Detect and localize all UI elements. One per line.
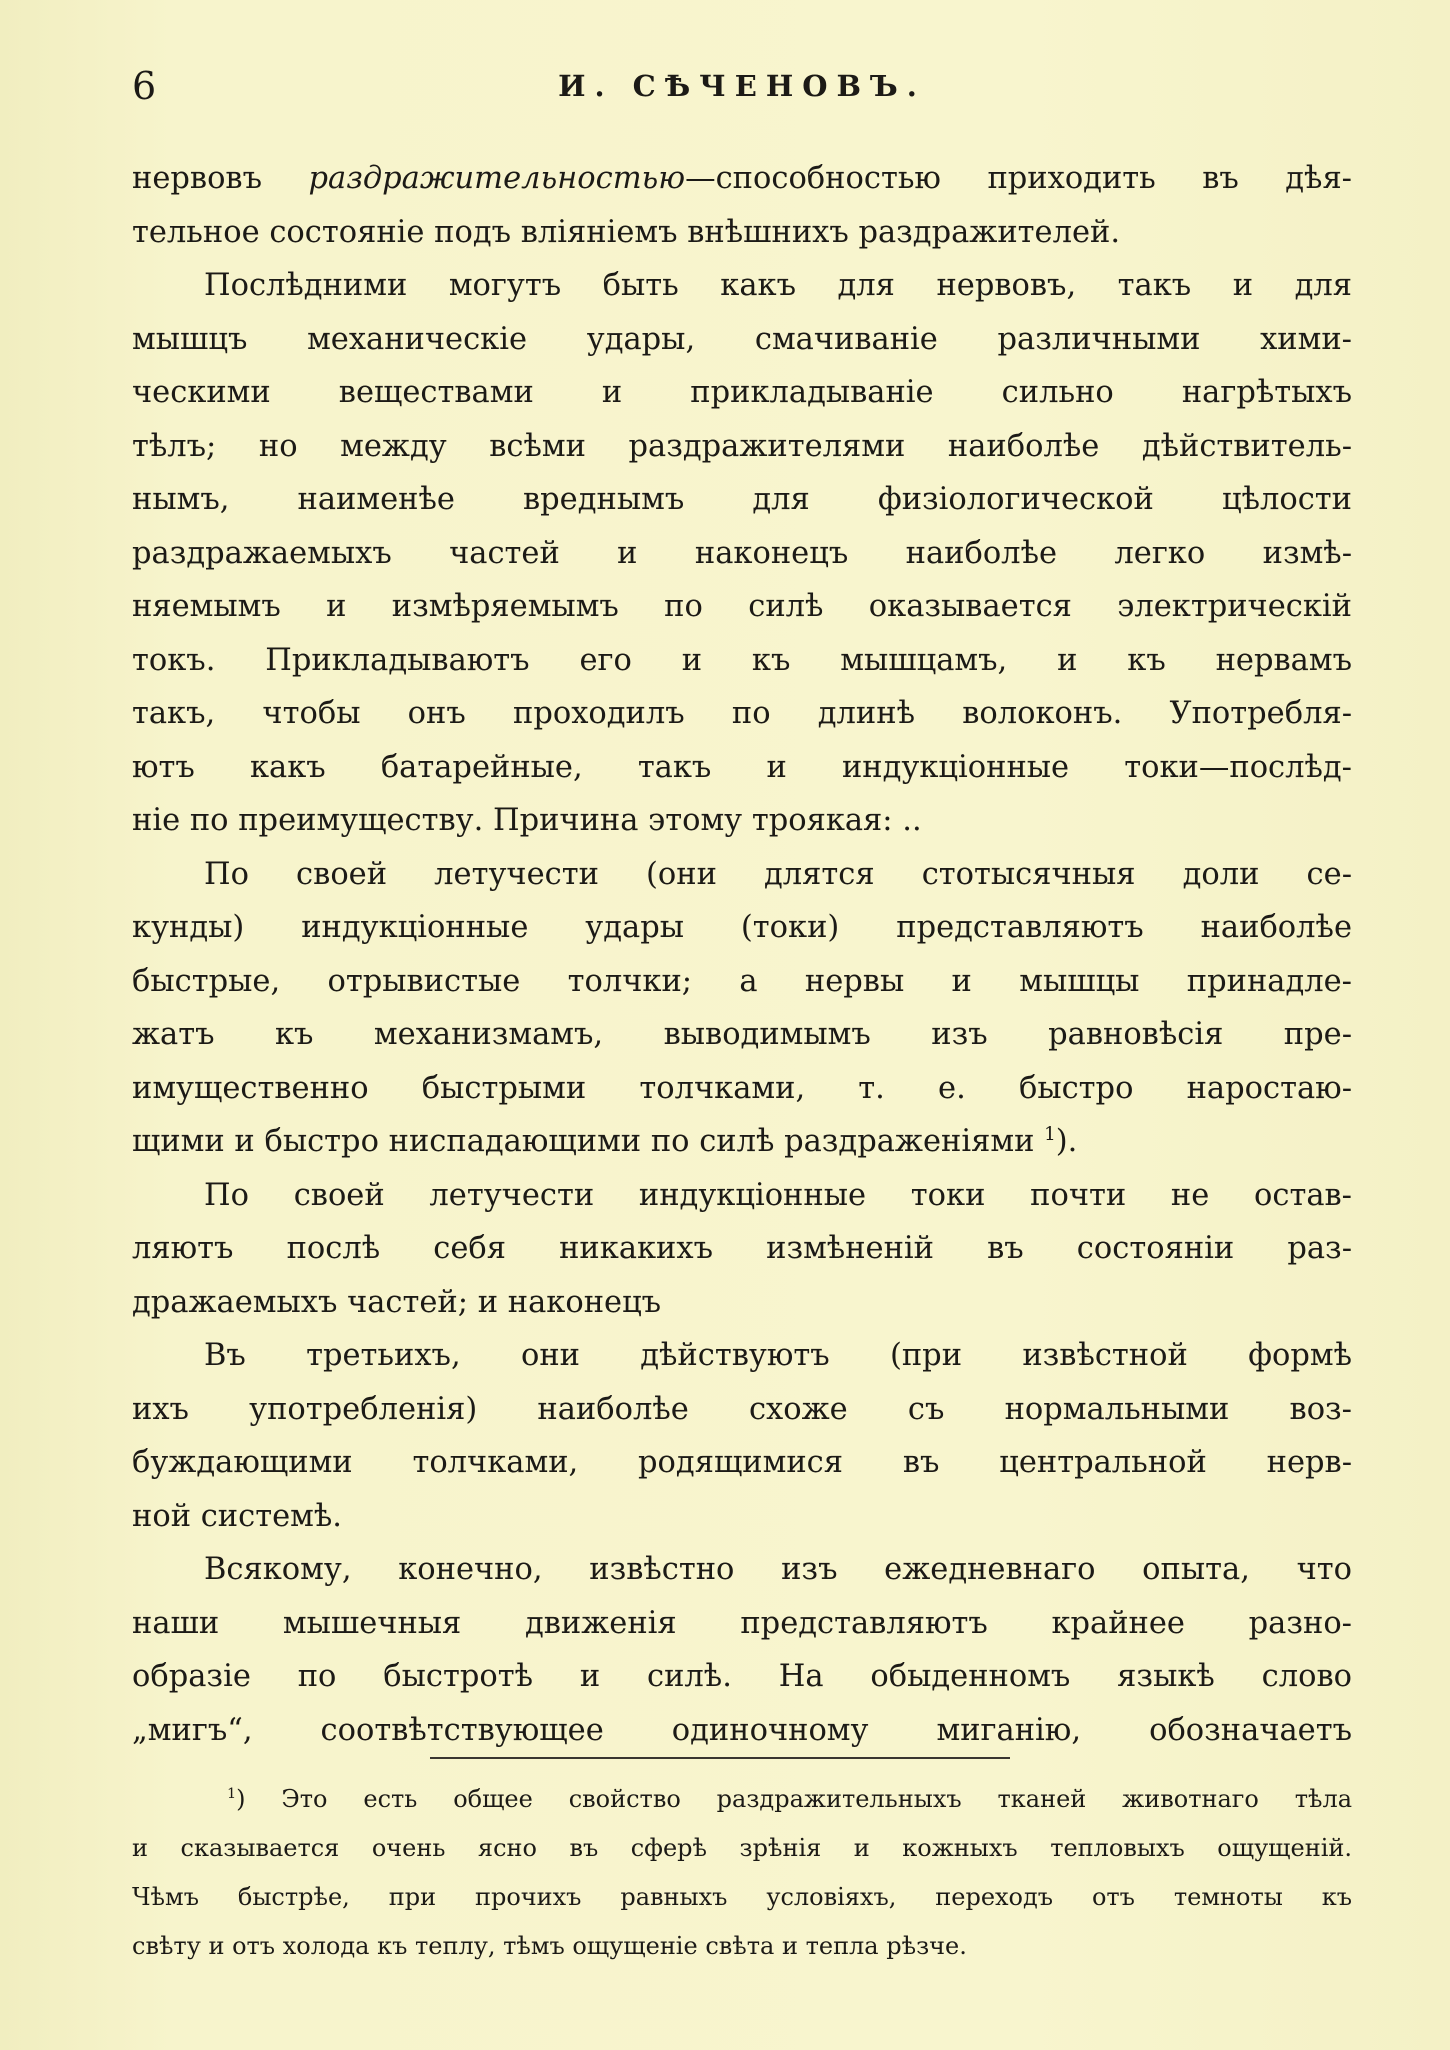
main-text xyxy=(132,152,1352,1757)
text-run: По своей летучести (они длятся стотысячныя доли се- xyxy=(204,856,1352,892)
text-run: быстрые, отрывистые толчки; а нервы и мышцы принадле- xyxy=(132,963,1352,999)
text-run: кунды) индукціонные удары (токи) представляютъ наиболѣе xyxy=(132,910,1352,945)
text-run: мышцъ механическіе удары, смачиваніе различными хими- xyxy=(132,321,1352,357)
text-line xyxy=(132,152,1352,206)
text-line xyxy=(132,366,1352,420)
text-line xyxy=(132,687,1352,741)
text-line xyxy=(132,1008,1352,1062)
text-run: тѣлъ; но между всѣми раздражителями наиболѣе дѣйствитель- xyxy=(132,428,1352,464)
text-line xyxy=(132,1329,1352,1383)
text-run: наши мышечныя движенія представляютъ крайнее разно- xyxy=(132,1605,1352,1641)
text-run: буждающими толчками, родящимися въ центральной нерв- xyxy=(132,1445,1352,1480)
text-line xyxy=(132,1650,1352,1704)
text-line xyxy=(132,741,1352,795)
text-line xyxy=(132,259,1352,313)
footnote-divider xyxy=(430,1757,1010,1759)
text-line xyxy=(132,901,1352,955)
text-run: свѣту и отъ холода къ теплу, тѣмъ ощущеніе свѣта и тепла рѣзче. xyxy=(132,1932,967,1960)
text-run: ) Это есть общее свойство раздражительныхъ тканей животнаго тѣла xyxy=(236,1785,1352,1813)
footnote xyxy=(132,1775,1352,1971)
text-run: Всякому, конечно, извѣстно изъ ежедневнаго опыта, что xyxy=(204,1552,1352,1587)
text-run: —способностью приходить въ дѣя- xyxy=(685,161,1352,196)
text-line xyxy=(132,1276,1352,1330)
footnote-marker: 1 xyxy=(1044,1123,1056,1145)
text-line xyxy=(132,1490,1352,1544)
text-line xyxy=(132,1115,1352,1169)
text-run: ихъ употребленія) наиболѣе схоже съ нормальными воз- xyxy=(132,1391,1352,1427)
text-line xyxy=(132,794,1352,848)
text-run: По своей летучести индукціонные токи почти не остав- xyxy=(204,1177,1352,1213)
text-run: Чѣмъ быстрѣе, при прочихъ равныхъ условіяхъ, переходъ отъ темноты къ xyxy=(132,1883,1352,1911)
text-line xyxy=(132,1383,1352,1437)
text-line xyxy=(132,1704,1352,1758)
text-run: образіе по быстротѣ и силѣ. На обыденномъ языкѣ слово xyxy=(132,1659,1352,1694)
text-run: ческими веществами и прикладываніе сильно нагрѣтыхъ xyxy=(132,375,1352,410)
text-run: имущественно быстрыми толчками, т. е. быстро наростаю- xyxy=(132,1070,1352,1106)
text-run: раздражаемыхъ частей и наконецъ наиболѣе легко измѣ- xyxy=(132,535,1352,571)
page-number: 6 xyxy=(132,64,157,108)
text-run: ной системѣ. xyxy=(132,1498,342,1534)
text-line xyxy=(132,1169,1352,1223)
text-run: и сказывается очень ясно въ сферѣ зрѣнія и кожныхъ тепловыхъ ощущеній. xyxy=(132,1834,1352,1862)
text-run: тельное состояніе подъ вліяніемъ внѣшнихъ раздражителей. xyxy=(132,214,1121,250)
emphasized-term: раздражительностью xyxy=(308,161,686,196)
footnote-line xyxy=(132,1873,1352,1922)
text-run: ). xyxy=(1055,1124,1078,1159)
text-run: дражаемыхъ частей; и наконецъ xyxy=(132,1284,662,1320)
text-line xyxy=(132,206,1352,260)
text-line xyxy=(132,1436,1352,1490)
text-line xyxy=(132,1062,1352,1116)
text-line xyxy=(132,527,1352,581)
footnote-marker: 1 xyxy=(227,1786,237,1802)
text-line xyxy=(132,1597,1352,1651)
text-run: Послѣдними могутъ быть какъ для нервовъ, такъ и для xyxy=(204,268,1352,303)
text-line xyxy=(132,420,1352,474)
text-line xyxy=(132,634,1352,688)
page-header xyxy=(132,62,1352,110)
text-run: ніе по преимуществу. Причина этому троякая: .. xyxy=(132,803,922,838)
footnote-line xyxy=(132,1922,1352,1971)
footnote-line xyxy=(132,1775,1352,1824)
text-run: ляютъ послѣ себя никакихъ измѣненій въ состояніи раз- xyxy=(132,1231,1352,1266)
text-run: токъ. Прикладываютъ его и къ мышцамъ, и къ нервамъ xyxy=(132,642,1352,678)
text-run: Въ третьихъ, они дѣйствуютъ (при извѣстной формѣ xyxy=(204,1338,1352,1373)
text-run: „мигъ“, соотвѣтствующее одиночному миганію, обозначаетъ xyxy=(132,1712,1352,1748)
text-line xyxy=(132,955,1352,1009)
text-line xyxy=(132,313,1352,367)
text-line xyxy=(132,1222,1352,1276)
running-head: И. СѢЧЕНОВЪ. xyxy=(558,69,926,103)
text-line xyxy=(132,1543,1352,1597)
text-run: такъ, чтобы онъ проходилъ по длинѣ волоконъ. Употребля- xyxy=(132,696,1352,731)
text-run: ютъ какъ батарейные, такъ и индукціонные токи—послѣд- xyxy=(132,749,1352,785)
text-run: нымъ, наименѣе вреднымъ для физіологической цѣлости xyxy=(132,482,1352,517)
text-run: нервовъ xyxy=(132,161,309,196)
text-line xyxy=(132,473,1352,527)
text-line xyxy=(132,580,1352,634)
text-run: щими и быстро ниспадающими по силѣ раздраженіями xyxy=(132,1124,1045,1159)
text-line xyxy=(132,848,1352,902)
text-run: няемымъ и измѣряемымъ по силѣ оказывается электрическій xyxy=(132,589,1352,624)
footnote-line xyxy=(132,1824,1352,1873)
text-run: жатъ къ механизмамъ, выводимымъ изъ равновѣсія пре- xyxy=(132,1017,1352,1052)
